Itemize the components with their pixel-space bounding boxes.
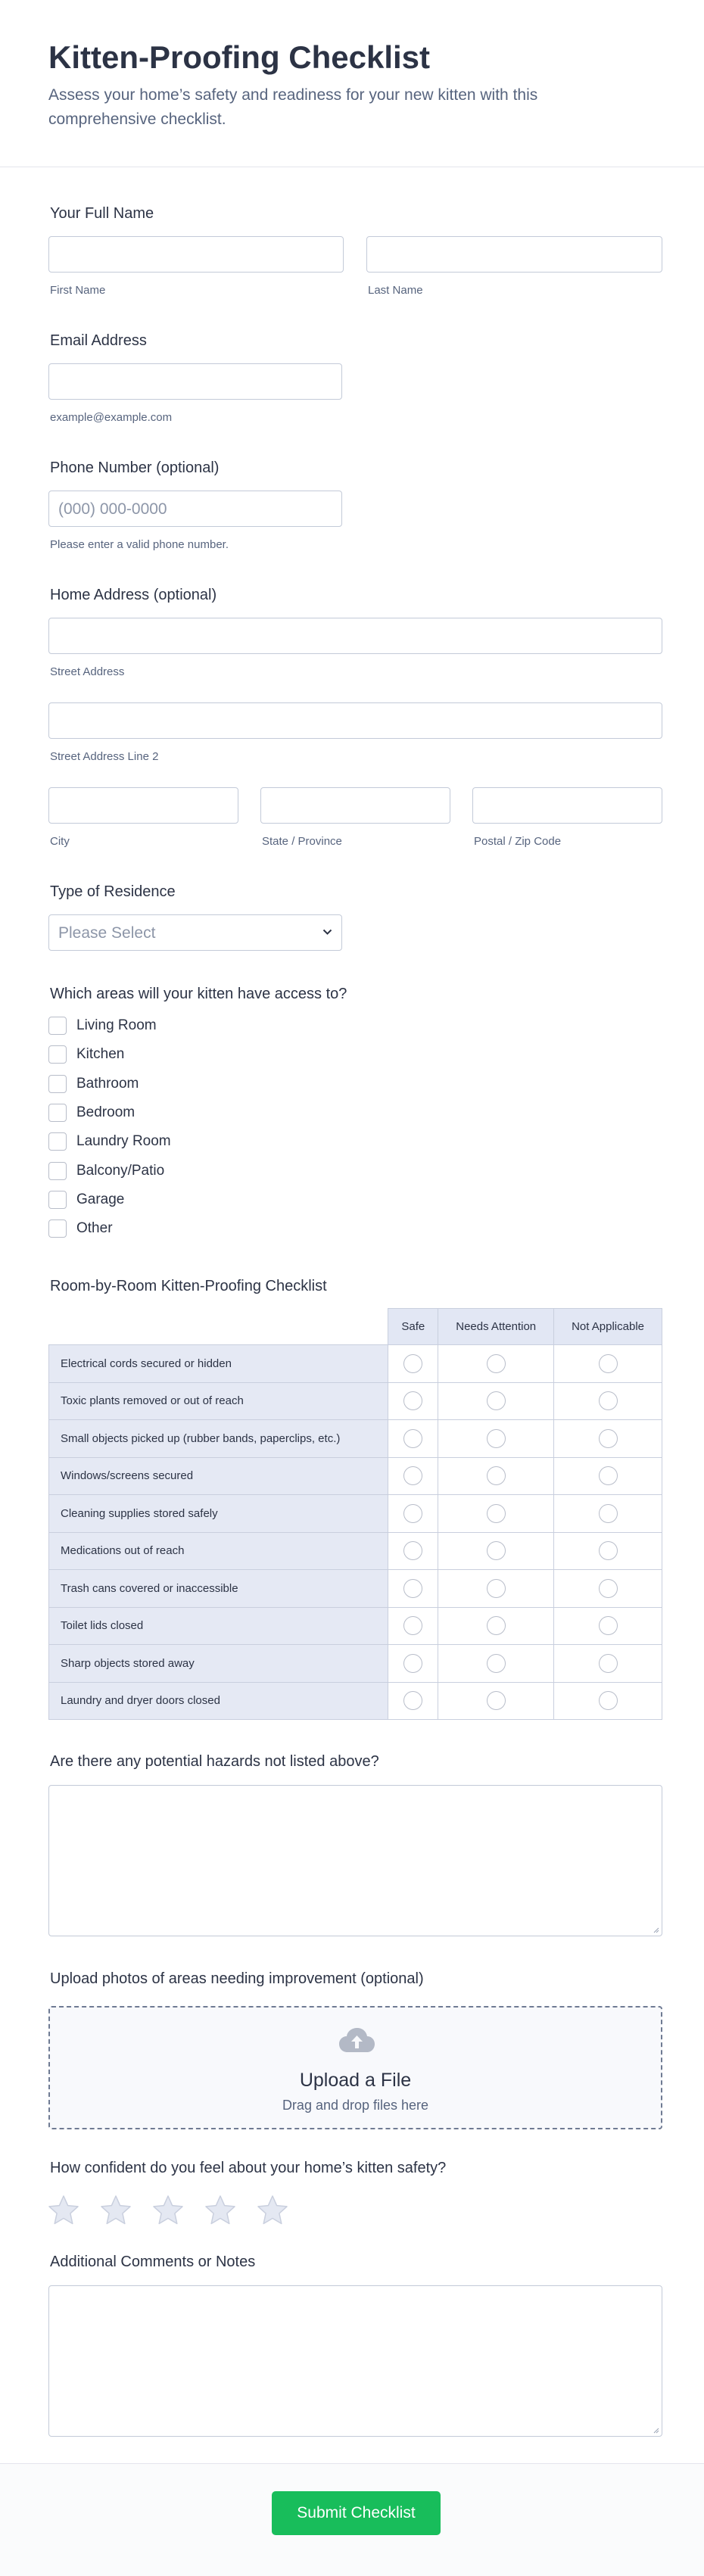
checkbox-living-room[interactable] (48, 1017, 67, 1035)
matrix-cell (388, 1495, 438, 1533)
street-address-input[interactable] (48, 618, 662, 654)
upload-title: Upload a File (299, 2070, 412, 2091)
matrix-cell (438, 1420, 554, 1458)
matrix-row (49, 1645, 662, 1683)
radio-needs-attention[interactable] (487, 1429, 506, 1448)
radio-needs-attention[interactable] (487, 1579, 506, 1598)
column-header-needs-attention: Needs Attention (438, 1309, 554, 1345)
checkbox-garage[interactable] (48, 1191, 67, 1209)
radio-safe[interactable] (403, 1579, 422, 1598)
checkbox-bedroom[interactable] (48, 1104, 67, 1122)
matrix-cell (438, 1682, 554, 1720)
checklist-matrix (48, 1308, 662, 1720)
matrix-row (49, 1382, 662, 1420)
resize-grip-icon[interactable] (652, 2426, 659, 2434)
radio-needs-attention[interactable] (487, 1654, 506, 1673)
radio-not-applicable[interactable] (599, 1654, 618, 1673)
checkbox-label[interactable]: Laundry Room (76, 1133, 171, 1149)
radio-safe[interactable] (403, 1354, 422, 1373)
matrix-row-label: Laundry and dryer doors closed (49, 1682, 388, 1720)
matrix-row-label: Toxic plants removed or out of reach (49, 1382, 388, 1420)
matrix-row-label: Toilet lids closed (49, 1607, 388, 1645)
submit-button[interactable]: Submit Checklist (272, 2491, 441, 2535)
address-label: Home Address (optional) (50, 587, 217, 603)
matrix-row (49, 1420, 662, 1458)
zip-input[interactable] (472, 787, 662, 824)
form-title: Kitten-Proofing Checklist (48, 39, 431, 75)
star-4-icon[interactable] (204, 2194, 237, 2227)
residence-placeholder: Please Select (58, 924, 156, 942)
checkbox-label[interactable]: Balcony/Patio (76, 1163, 165, 1179)
areas-label: Which areas will your kitten have access to? (50, 986, 347, 1002)
matrix-cell (554, 1570, 662, 1608)
star-5-icon[interactable] (256, 2194, 289, 2227)
state-sublabel: State / Province (262, 835, 342, 848)
matrix-cell (554, 1645, 662, 1683)
matrix-cell (554, 1607, 662, 1645)
radio-safe[interactable] (403, 1654, 422, 1673)
matrix-cell (388, 1382, 438, 1420)
checkbox-label[interactable]: Garage (76, 1191, 125, 1207)
email-sublabel: example@example.com (50, 411, 173, 424)
phone-placeholder: (000) 000-0000 (58, 500, 167, 518)
matrix-cell (554, 1382, 662, 1420)
radio-needs-attention[interactable] (487, 1354, 506, 1373)
matrix-cell (438, 1645, 554, 1683)
matrix-cell (388, 1420, 438, 1458)
star-3-icon[interactable] (151, 2194, 185, 2227)
matrix-row-label: Medications out of reach (49, 1532, 388, 1570)
matrix-row-label: Sharp objects stored away (49, 1645, 388, 1683)
street-address-line2-sublabel: Street Address Line 2 (50, 750, 159, 763)
radio-safe[interactable] (403, 1391, 422, 1410)
radio-not-applicable[interactable] (599, 1541, 618, 1560)
matrix-row (49, 1570, 662, 1608)
matrix-cell (554, 1457, 662, 1495)
checkbox-label[interactable]: Other (76, 1220, 113, 1236)
radio-needs-attention[interactable] (487, 1691, 506, 1710)
first-name-input[interactable] (48, 236, 344, 273)
matrix-cell (438, 1457, 554, 1495)
matrix-cell (554, 1682, 662, 1720)
matrix-cell (554, 1495, 662, 1533)
star-2-icon[interactable] (99, 2194, 132, 2227)
matrix-cell (388, 1645, 438, 1683)
form-footer (0, 2463, 704, 2576)
radio-not-applicable[interactable] (599, 1616, 618, 1635)
radio-safe[interactable] (403, 1504, 422, 1523)
matrix-label: Room-by-Room Kitten-Proofing Checklist (50, 1278, 327, 1294)
radio-needs-attention[interactable] (487, 1504, 506, 1523)
radio-not-applicable[interactable] (599, 1429, 618, 1448)
matrix-cell (554, 1345, 662, 1383)
rating-label: How confident do you feel about your home’s kitten safety? (50, 2160, 447, 2176)
matrix-row (49, 1495, 662, 1533)
matrix-cell (438, 1495, 554, 1533)
star-1-icon[interactable] (47, 2194, 80, 2227)
matrix-row (49, 1345, 662, 1383)
checkbox-label[interactable]: Bathroom (76, 1076, 139, 1092)
matrix-cell (388, 1607, 438, 1645)
form-description: Assess your home’s safety and readiness for your new kitten with this comprehensive checklist. (48, 86, 538, 128)
matrix-row (49, 1607, 662, 1645)
matrix-cell (438, 1570, 554, 1608)
first-name-sublabel: First Name (50, 284, 106, 297)
matrix-cell (388, 1532, 438, 1570)
resize-grip-icon[interactable] (652, 1926, 659, 1933)
matrix-cell (438, 1532, 554, 1570)
column-header-not-applicable: Not Applicable (554, 1309, 662, 1345)
upload-hint: Drag and drop files here (282, 2098, 429, 2113)
matrix-cell (438, 1607, 554, 1645)
state-input[interactable] (260, 787, 450, 824)
matrix-corner (49, 1309, 388, 1345)
radio-not-applicable[interactable] (599, 1691, 618, 1710)
matrix-row (49, 1532, 662, 1570)
matrix-cell (388, 1570, 438, 1608)
radio-not-applicable[interactable] (599, 1579, 618, 1598)
checkbox-label[interactable]: Bedroom (76, 1104, 136, 1120)
matrix-row (49, 1682, 662, 1720)
radio-safe[interactable] (403, 1616, 422, 1635)
radio-needs-attention[interactable] (487, 1391, 506, 1410)
residence-label: Type of Residence (50, 883, 176, 900)
radio-not-applicable[interactable] (599, 1354, 618, 1373)
last-name-input[interactable] (366, 236, 662, 273)
checkbox-laundry-room[interactable] (48, 1132, 67, 1151)
residence-select[interactable] (48, 914, 342, 951)
email-input[interactable] (48, 363, 342, 400)
radio-safe[interactable] (403, 1429, 422, 1448)
radio-needs-attention[interactable] (487, 1466, 506, 1485)
matrix-cell (388, 1345, 438, 1383)
radio-safe[interactable] (403, 1466, 422, 1485)
radio-needs-attention[interactable] (487, 1541, 506, 1560)
city-input[interactable] (48, 787, 238, 824)
checkbox-balcony-patio[interactable] (48, 1162, 67, 1180)
checkbox-bathroom[interactable] (48, 1075, 67, 1093)
radio-needs-attention[interactable] (487, 1616, 506, 1635)
name-label: Your Full Name (50, 205, 154, 222)
hazards-textarea[interactable] (48, 1785, 662, 1936)
phone-sublabel: Please enter a valid phone number. (50, 538, 229, 551)
phone-label: Phone Number (optional) (50, 459, 220, 476)
radio-not-applicable[interactable] (599, 1466, 618, 1485)
phone-input[interactable] (48, 491, 342, 527)
radio-safe[interactable] (403, 1691, 422, 1710)
matrix-cell (438, 1345, 554, 1383)
matrix-cell (388, 1682, 438, 1720)
comments-label: Additional Comments or Notes (50, 2254, 256, 2270)
radio-not-applicable[interactable] (599, 1504, 618, 1523)
matrix-row (49, 1457, 662, 1495)
matrix-cell (388, 1457, 438, 1495)
last-name-sublabel: Last Name (368, 284, 423, 297)
street-address-sublabel: Street Address (50, 665, 125, 678)
cloud-upload-icon (338, 2027, 375, 2053)
city-sublabel: City (50, 835, 70, 848)
form-header (0, 0, 704, 167)
matrix-row-label: Cleaning supplies stored safely (49, 1495, 388, 1533)
radio-safe[interactable] (403, 1541, 422, 1560)
checkbox-label[interactable]: Living Room (76, 1017, 157, 1033)
matrix-cell (554, 1532, 662, 1570)
checkbox-kitchen[interactable] (48, 1045, 67, 1064)
checkbox-other[interactable] (48, 1219, 67, 1238)
chevron-down-icon (322, 929, 332, 936)
matrix-cell (438, 1382, 554, 1420)
upload-label: Upload photos of areas needing improvement (optional) (50, 1970, 424, 1987)
hazards-label: Are there any potential hazards not listed above? (50, 1753, 379, 1770)
matrix-row-label: Small objects picked up (rubber bands, paperclips, etc.) (49, 1420, 388, 1458)
checkbox-label[interactable]: Kitchen (76, 1046, 125, 1062)
matrix-row-label: Windows/screens secured (49, 1457, 388, 1495)
comments-textarea[interactable] (48, 2285, 662, 2437)
radio-not-applicable[interactable] (599, 1391, 618, 1410)
matrix-cell (554, 1420, 662, 1458)
matrix-row-label: Trash cans covered or inaccessible (49, 1570, 388, 1608)
street-address-line2-input[interactable] (48, 702, 662, 739)
file-upload-dropzone[interactable] (48, 2006, 662, 2129)
matrix-row-label: Electrical cords secured or hidden (49, 1345, 388, 1383)
zip-sublabel: Postal / Zip Code (474, 835, 562, 848)
email-label: Email Address (50, 332, 147, 349)
column-header-safe: Safe (388, 1309, 438, 1345)
